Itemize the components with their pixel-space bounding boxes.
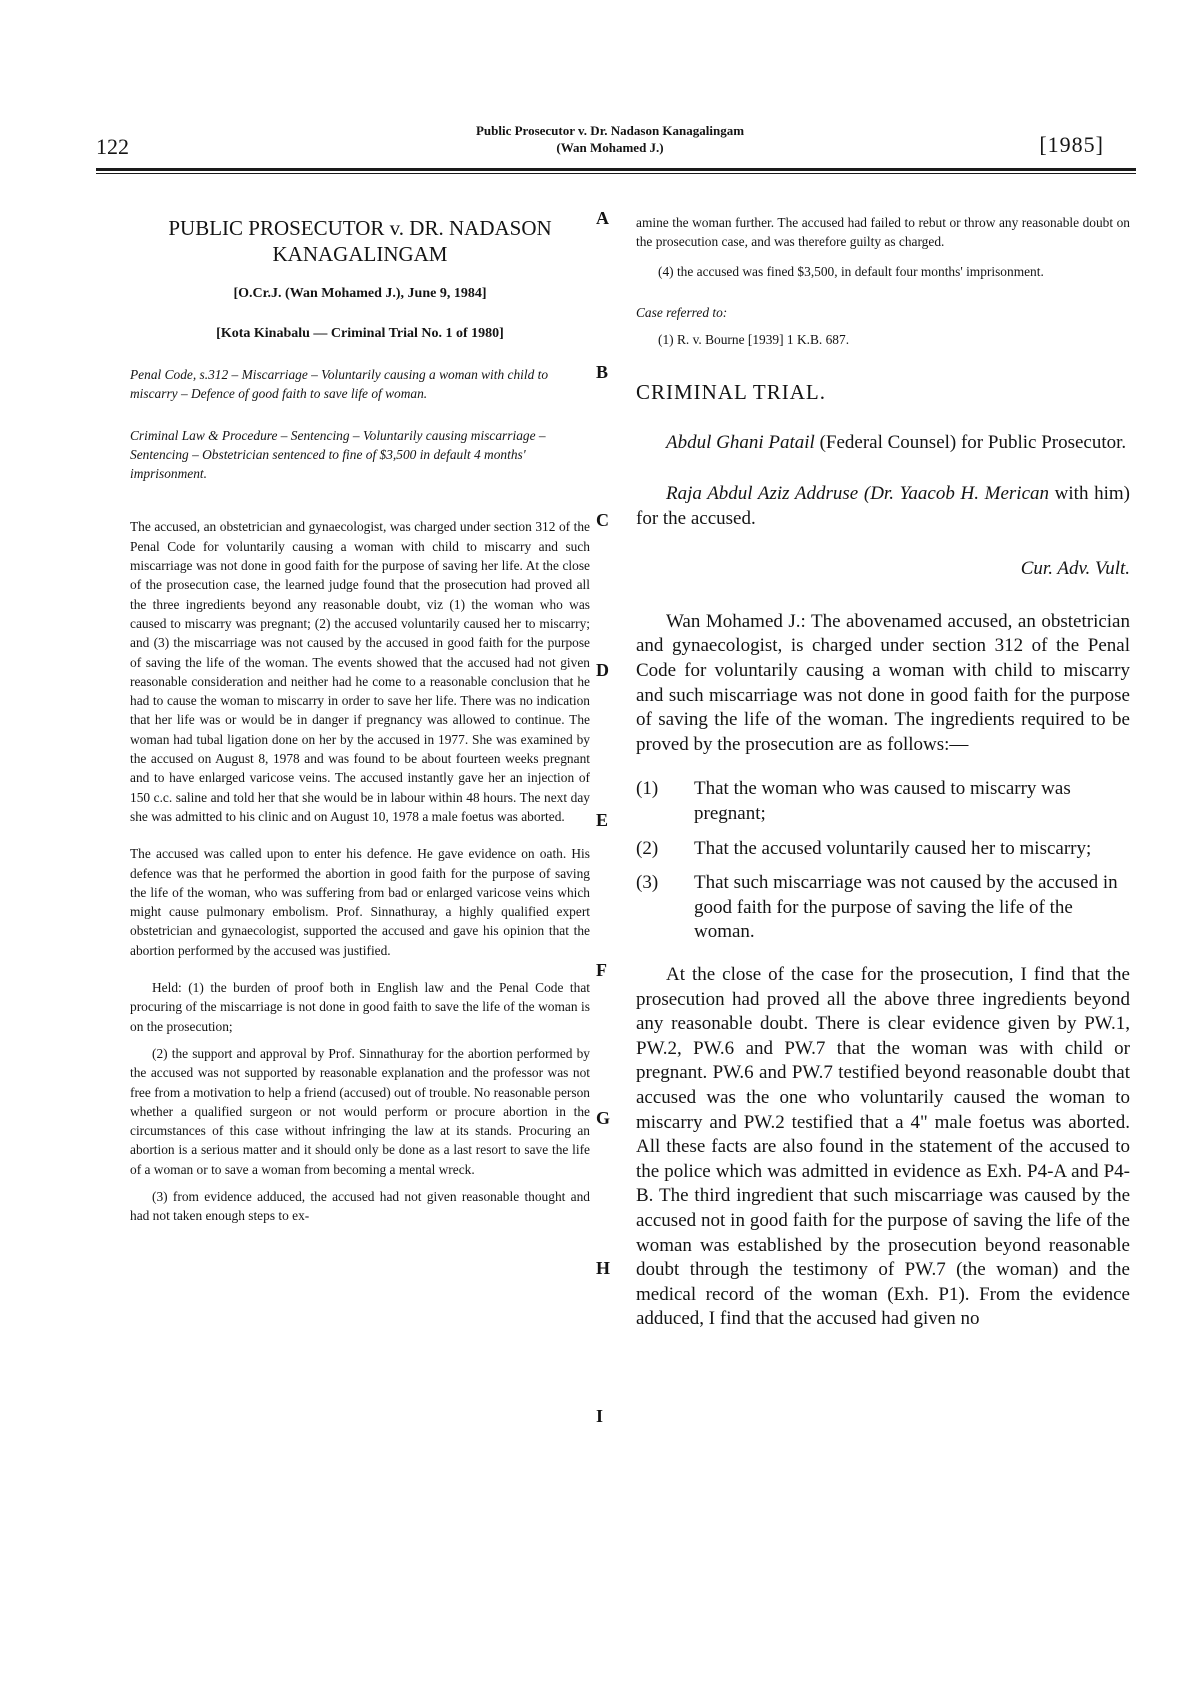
criminal-trial-heading: CRIMINAL TRIAL. (636, 380, 826, 405)
held-point-1: Held: (1) the burden of proof both in English law and the Penal Code that procuring of the miscarriage is not done in good faith to save the life of the woman is on the prosecution; (130, 980, 590, 1034)
catchword-penal-code: Penal Code, s.312 – Miscarriage – Voluntarily causing a woman with child to miscarry – Defence of good faith to save life of woman. (130, 367, 549, 402)
held-point-2: (2) the support and approval by Prof. Sinnathuray for the abortion performed by the accused was not supported by reasonable explanation and the professor was not free from a motivation to help a friend (accused) out of trouble. No reasonable person whether a qualified surgeon or not would perform or procure abortion in the circumstances of this case without infringing the law at its stands. Procuring an abortion is a serious matter and it should only be done as a last resort to save the life of a woman or to save a woman from becoming a mental wreck. (130, 1045, 590, 1177)
counsel-prosecution (636, 431, 1130, 456)
case-title-line1: PUBLIC PROSECUTOR v. DR. NADASON (168, 216, 552, 240)
counsel-prosecution-name: Abdul Ghani Patail (666, 432, 815, 454)
case-referred-1: (1) R. v. Bourne [1939] 1 K.B. 687. (658, 332, 850, 348)
margin-letter-a: A (596, 208, 609, 228)
held-point-4: (4) the accused was fined $3,500, in default four months' imprisonment. (658, 263, 1044, 279)
margin-letter-e: E (596, 810, 609, 830)
case-title-line2: KANAGALINGAM (272, 242, 448, 266)
counsel-defence (636, 482, 1130, 531)
counsel-defence-role: with him) for the accused. (636, 483, 1130, 529)
margin-letter-g: G (596, 1108, 611, 1128)
list-item-number: (3) (636, 872, 659, 894)
report-year: [1985] (1039, 132, 1104, 157)
list-item-text: That such miscarriage was not caused by the accused in good faith for the purpose of saving the life of the woman. (694, 872, 1118, 943)
page-number: 122 (96, 134, 129, 159)
counsel-prosecution-role: (Federal Counsel) for Public Prosecutor. (814, 432, 1127, 454)
court-line: [O.Cr.J. (Wan Mohamed J.), June 9, 1984] (233, 286, 487, 301)
margin-letters (596, 0, 626, 1698)
counsel-defence-names: Raja Abdul Aziz Addruse (Dr. Yaacob H. Merican (666, 483, 1050, 505)
list-item-text: That the accused voluntarily caused her to miscarry; (694, 837, 1092, 859)
margin-letter-b: B (596, 362, 609, 382)
headnote-facts: The accused, an obstetrician and gynaecologist, was charged under section 312 of the Penal Code for voluntarily causing a woman with child to miscarry and such miscarriage was not done in good faith for the purpose of saving her life. At the close of the prosecution case, the learned judge found that the prosecution had proved all the three ingredients beyond any reasonable doubt, viz (1) the woman who was caused to miscarry was pregnant; (2) the accused voluntarily caused her to miscarry; and (3) the miscarriage was not caused by the accused in good faith for the purpose of saving the life of the woman. The events showed that the accused had not given reasonable consideration and neither had he come to a reasonable conclusion that he had to cause the woman to miscarry in order to save her life. There was no indication that her life was or would be in danger if pregnancy was allowed to continue. The woman had tubal ligation done on her by the accused in 1977. She was examined by the accused on August 8, 1978 and was found to be about fourteen weeks pregnant and to have enlarged varicose veins. The accused instantly gave her an injection of 150 c.c. saline and told her that she would be in labour within 48 hours. The next day she was admitted to his clinic and on August 10, 1978 a male foetus was aborted. (130, 519, 590, 824)
list-item (636, 777, 1130, 826)
trial-line: [Kota Kinabalu — Criminal Trial No. 1 of 1980] (216, 326, 504, 341)
list-item-text: That the woman who was caused to miscarry was pregnant; (694, 778, 1071, 825)
case-title (130, 215, 590, 267)
margin-letter-h: H (596, 1258, 611, 1278)
left-column (130, 215, 590, 1234)
list-item-number: (2) (636, 837, 659, 859)
list-item (636, 837, 1130, 862)
right-column (636, 213, 1130, 1352)
margin-letter-i: I (596, 1406, 604, 1426)
margin-letter-d: D (596, 660, 609, 680)
held-point-3-continued: amine the woman further. The accused had failed to rebut or throw any reasonable doubt on the prosecution case, and was therefore guilty as charged. (636, 215, 1130, 250)
headnote-defence: The accused was called upon to enter his defence. He gave evidence on oath. His defence was that he performed the abortion in good faith for the purpose of saving the life of the woman, who was suffering from bad or enlarged varicose veins which might cause pulmonary embolism. Prof. Sinnathuray, a highly qualified expert obstetrician and gynaecologist, supported the accused and gave his opinion that the abortion performed by the accused was justified. (130, 846, 590, 958)
list-item (636, 871, 1130, 945)
judgment-paragraph-1: Wan Mohamed J.: The abovenamed accused, an obstetrician and gynaecologist, is charged under section 312 of the Penal Code for voluntarily causing a woman with child to miscarry and such miscarriage was not done in good faith for the purpose of saving the life of the woman. The ingredients required to be proved by the prosecution are as follows:— (636, 610, 1130, 755)
running-title-line2: (Wan Mohamed J.) (556, 140, 664, 155)
list-item-number: (1) (636, 778, 659, 800)
cases-referred-heading: Case referred to: (636, 304, 728, 320)
margin-letter-c: C (596, 510, 609, 530)
running-title-line1: Public Prosecutor v. Dr. Nadason Kanagalingam (475, 123, 745, 138)
ingredients-list (636, 777, 1130, 945)
judgment-paragraph-2: At the close of the case for the prosecution, I find that the prosecution had proved all the above three ingredients beyond any reasonable doubt. There is clear evidence given by PW.1, PW.2, PW.6 and PW.7 that the woman was with child or pregnant. PW.6 and PW.7 testified beyond reasonable doubt that accused was the one who voluntarily caused the woman to miscarry and PW.2 testified that a 4" male foetus was aborted. All these facts are also found in the statement of the accused to the police which was admitted in evidence as Exh. P4-A and P4-B. The third ingredient that such miscarriage was caused by the accused not in good faith for the purpose of saving the life of the woman was established by the prosecution beyond reasonable doubt through the testimony of PW.7 (the woman) and the medical record of the woman (Exh. P1). From the evidence adduced, I find that the accused had given no (636, 963, 1130, 1330)
held-point-3: (3) from evidence adduced, the accused had not given reasonable thought and had not taken enough steps to ex- (130, 1188, 590, 1224)
margin-letter-f: F (596, 960, 607, 980)
catchword-sentencing: Criminal Law & Procedure – Sentencing – Voluntarily causing miscarriage – Sentencing – Obstetrician sentenced to fine of $3,500 in default 4 months' imprisonment. (130, 427, 546, 482)
cur-adv-vult: Cur. Adv. Vult. (1020, 558, 1130, 580)
